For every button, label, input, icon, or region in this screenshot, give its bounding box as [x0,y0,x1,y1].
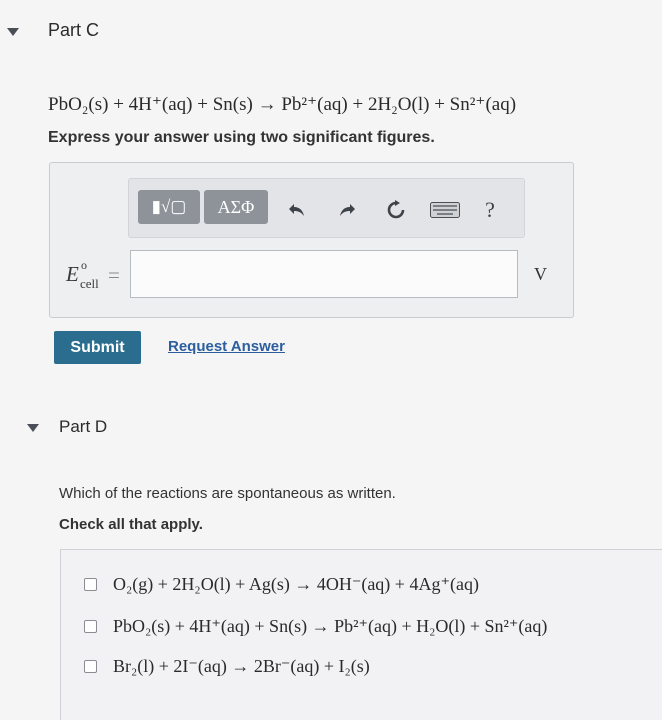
submit-button[interactable]: Submit [54,331,141,364]
option-label: O₂(g) + 2H₂O(l) + Ag(s) → 4OH⁻(aq) + 4Ag⁺(aq) [113,574,479,594]
undo-icon[interactable] [283,193,311,227]
option-label: Br₂(l) + 2I⁻(aq) → 2Br⁻(aq) + I₂(s) [113,656,370,676]
equals-sign: = [108,263,120,287]
option-row[interactable] [84,616,547,637]
templates-icon: ▮√▢ [151,197,187,216]
part-c-instruction: Express your answer using two significant figures. [48,129,435,146]
reset-icon[interactable] [382,193,410,227]
symbols-label: ΑΣΦ [217,196,255,217]
part-d-instruction: Which of the reactions are spontaneous as written. [59,485,396,502]
option-row[interactable] [84,656,370,677]
option-row[interactable] [84,574,479,595]
check-all-label: Check all that apply. [59,516,203,533]
templates-button[interactable] [138,190,200,224]
part-c-title[interactable]: Part C [48,20,100,40]
keyboard-icon[interactable] [428,193,462,227]
option-checkbox[interactable] [84,660,97,673]
option-checkbox[interactable] [84,578,97,591]
answer-input[interactable] [130,250,518,298]
redo-icon[interactable] [333,193,361,227]
symbols-button[interactable] [204,190,268,224]
option-checkbox[interactable] [84,620,97,633]
part-d-collapse-icon[interactable] [27,424,39,432]
part-c-equation: PbO₂(s) + 4H⁺(aq) + Sn(s) → Pb²⁺(aq) + 2H₂O(l) + Sn²⁺(aq) [48,94,517,115]
part-c-collapse-icon[interactable] [7,28,19,36]
unit-label: V [534,264,547,284]
option-label: PbO₂(s) + 4H⁺(aq) + Sn(s) → Pb²⁺(aq) + H₂O(l) + Sn²⁺(aq) [113,616,548,636]
help-icon[interactable] [476,193,504,227]
request-answer-link[interactable]: Request Answer [168,338,285,355]
ecell-label: E o cell = [66,258,120,291]
part-d-title[interactable]: Part D [59,417,108,436]
help-label: ? [485,197,495,222]
